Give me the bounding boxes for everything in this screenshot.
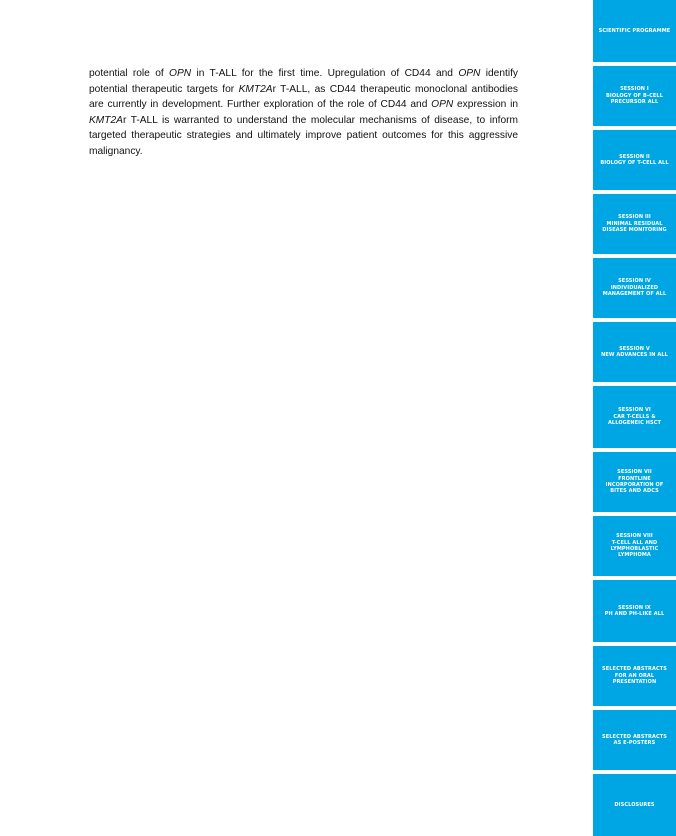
tab-disclosures[interactable] (593, 774, 676, 836)
tab-selected-abstracts-eposters[interactable] (593, 710, 676, 770)
tab-session-3[interactable] (593, 194, 676, 254)
tab-label: SESSION IV INDIVIDUALIZED MANAGEMENT OF ALL (602, 278, 667, 298)
gene-name-italic: OPN (169, 68, 192, 79)
text-segment: in T-ALL for the first time. Upregulation of CD44 and (191, 68, 459, 79)
tab-label: SELECTED ABSTRACTS AS E-POSTERS (602, 733, 667, 746)
tab-scientific-programme[interactable] (593, 0, 676, 62)
text-segment: expression in (453, 99, 518, 111)
tab-session-9[interactable] (593, 580, 676, 642)
tab-session-8[interactable] (593, 516, 676, 576)
gene-name-italic: OPN (431, 99, 454, 111)
tab-session-4[interactable] (593, 258, 676, 318)
tab-session-5[interactable] (593, 322, 676, 382)
tab-session-7[interactable] (593, 452, 676, 512)
tab-selected-abstracts-oral[interactable] (593, 646, 676, 706)
tab-session-6[interactable] (593, 386, 676, 448)
gene-name-italic: OPN (458, 68, 481, 79)
tab-label: SESSION IX PH AND PH-LIKE ALL (604, 604, 665, 617)
gene-name-italic: KMT2A (89, 114, 123, 126)
abstract-body-text (89, 66, 518, 160)
tab-label: SESSION III MINIMAL RESIDUAL DISEASE MONITORING (602, 214, 667, 234)
tab-label: SESSION II BIOLOGY OF T-CELL ALL (600, 153, 669, 166)
tab-label: SCIENTIFIC PROGRAMME (598, 27, 671, 34)
tab-label: SESSION VII FRONTLINE INCORPORATION OF BITES AND ADCS (605, 469, 664, 495)
tab-label: SESSION V NEW ADVANCES IN ALL (601, 345, 668, 358)
tab-label: SELECTED ABSTRACTS FOR AN ORAL PRESENTATION (602, 666, 667, 686)
gene-name-italic: KMT2A (238, 83, 273, 95)
text-segment: r T-ALL is warranted to understand the molecular mechanisms of disease, to inform targeted therapeutic strategies and ultimately improve patient outcomes for this aggressive malignancy. (89, 114, 518, 157)
tab-label: SESSION VI CAR T-CELLS & ALLOGENEIC HSCT (607, 407, 662, 427)
tab-label: SESSION I BIOLOGY OF B-CELL PRECURSOR ALL (606, 86, 663, 106)
text-segment: identify potential therapeutic targets for (89, 68, 519, 95)
tab-label: DISCLOSURES (614, 801, 655, 808)
tab-session-1[interactable] (593, 66, 676, 126)
section-navigation-sidebar (593, 0, 676, 836)
text-segment: r T-ALL, as CD44 therapeutic monoclonal antibodies are currently in development. Further exploration of the role of CD44 and (89, 83, 518, 111)
text-segment: potential role of (89, 68, 170, 79)
tab-label: SESSION VIII T-CELL ALL AND LYMPHOBLASTIC LYMPHOMA (610, 533, 659, 559)
tab-session-2[interactable] (593, 130, 676, 190)
